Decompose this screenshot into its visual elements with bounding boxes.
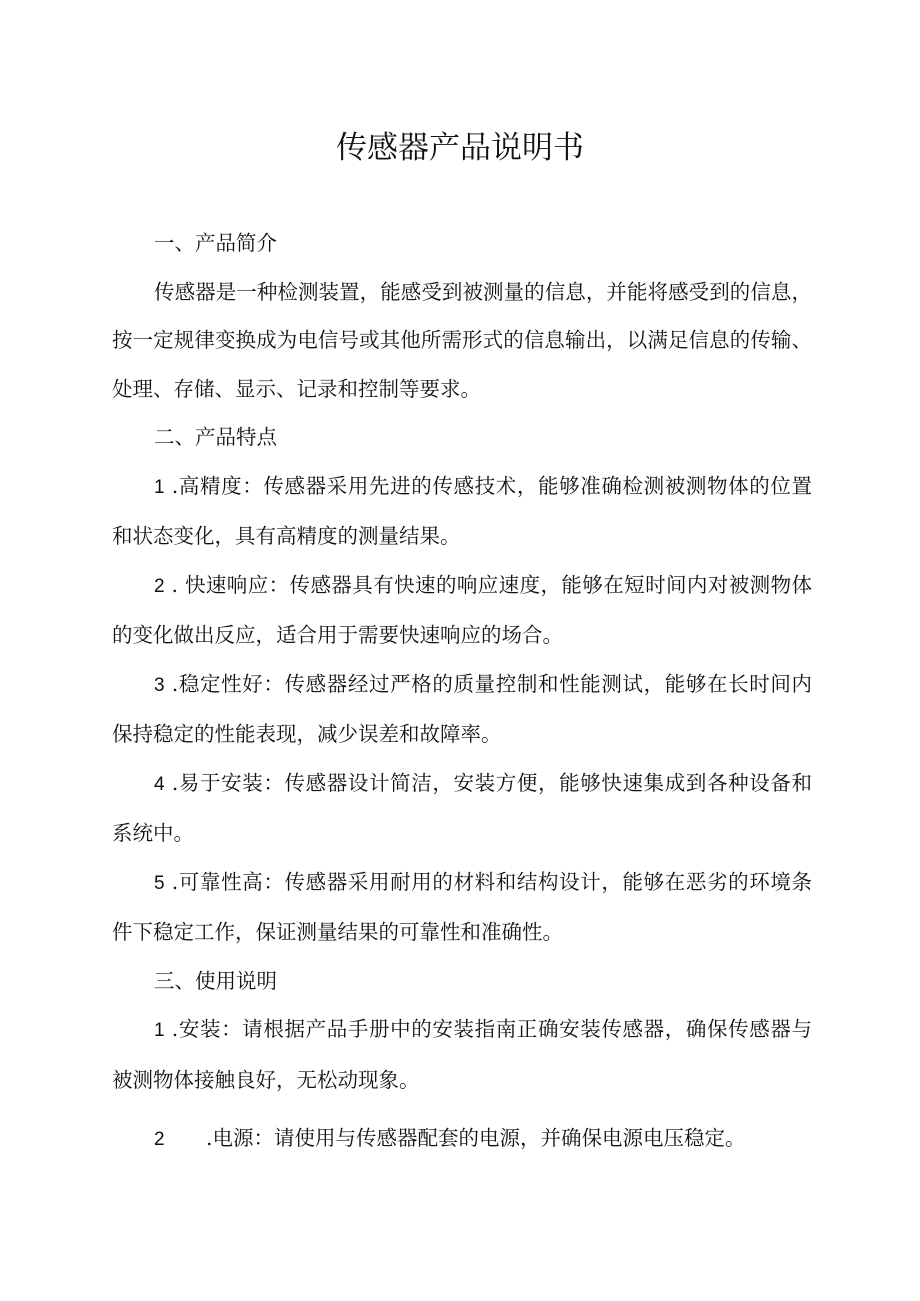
- feature-item: [112, 660, 812, 759]
- feature-item: [112, 759, 812, 858]
- feature-text: .稳定性好：传感器经过严格的质量控制和性能测试，能够在长时间内保持稳定的性能表现，减少误差和故障率。: [112, 671, 812, 746]
- feature-number: 5: [154, 872, 165, 894]
- feature-text: . 快速响应：传感器具有快速的响应速度，能够在短时间内对被测物体的变化做出反应，适合用于需要快速响应的场合。: [112, 572, 812, 647]
- document-title: 传感器产品说明书: [336, 130, 584, 166]
- usage-item: [112, 1114, 812, 1165]
- section-heading-features: 二、产品特点: [154, 425, 277, 449]
- section-heading-usage: 三、使用说明: [154, 968, 277, 993]
- usage-text: .电源：请使用与传感器配套的电源，并确保电源电压稳定。: [206, 1126, 746, 1150]
- feature-number: 3: [154, 674, 165, 696]
- feature-number: 2: [154, 575, 165, 597]
- feature-item: [112, 462, 812, 561]
- feature-item: [112, 858, 812, 957]
- usage-text: .安装：请根据产品手册中的安装指南正确安装传感器，确保传感器与被测物体接触良好，无松动现象。: [112, 1017, 812, 1092]
- usage-number: 1: [154, 1020, 165, 1041]
- feature-number: 4: [154, 773, 165, 795]
- feature-text: .高精度：传感器采用先进的传感技术，能够准确检测被测物体的位置和状态变化，具有高精度的测量结果。: [112, 473, 812, 548]
- intro-paragraph: 传感器是一种检测装置，能感受到被测量的信息，并能将感受到的信息，按一定规律变换成为电信号或其他所需形式的信息输出，以满足信息的传输、处理、存储、显示、记录和控制等要求。: [112, 279, 812, 401]
- section-heading-intro: 一、产品简介: [154, 231, 277, 255]
- feature-item: [112, 561, 812, 660]
- feature-text: .可靠性高：传感器采用耐用的材料和结构设计，能够在恶劣的环境条件下稳定工作，保证测量结果的可靠性和准确性。: [112, 869, 812, 944]
- document-body: [112, 219, 812, 1165]
- usage-item: [112, 1005, 812, 1104]
- feature-text: .易于安装：传感器设计简洁，安装方便，能够快速集成到各种设备和系统中。: [112, 770, 812, 845]
- usage-number: 2: [154, 1129, 165, 1150]
- feature-number: 1: [154, 476, 165, 498]
